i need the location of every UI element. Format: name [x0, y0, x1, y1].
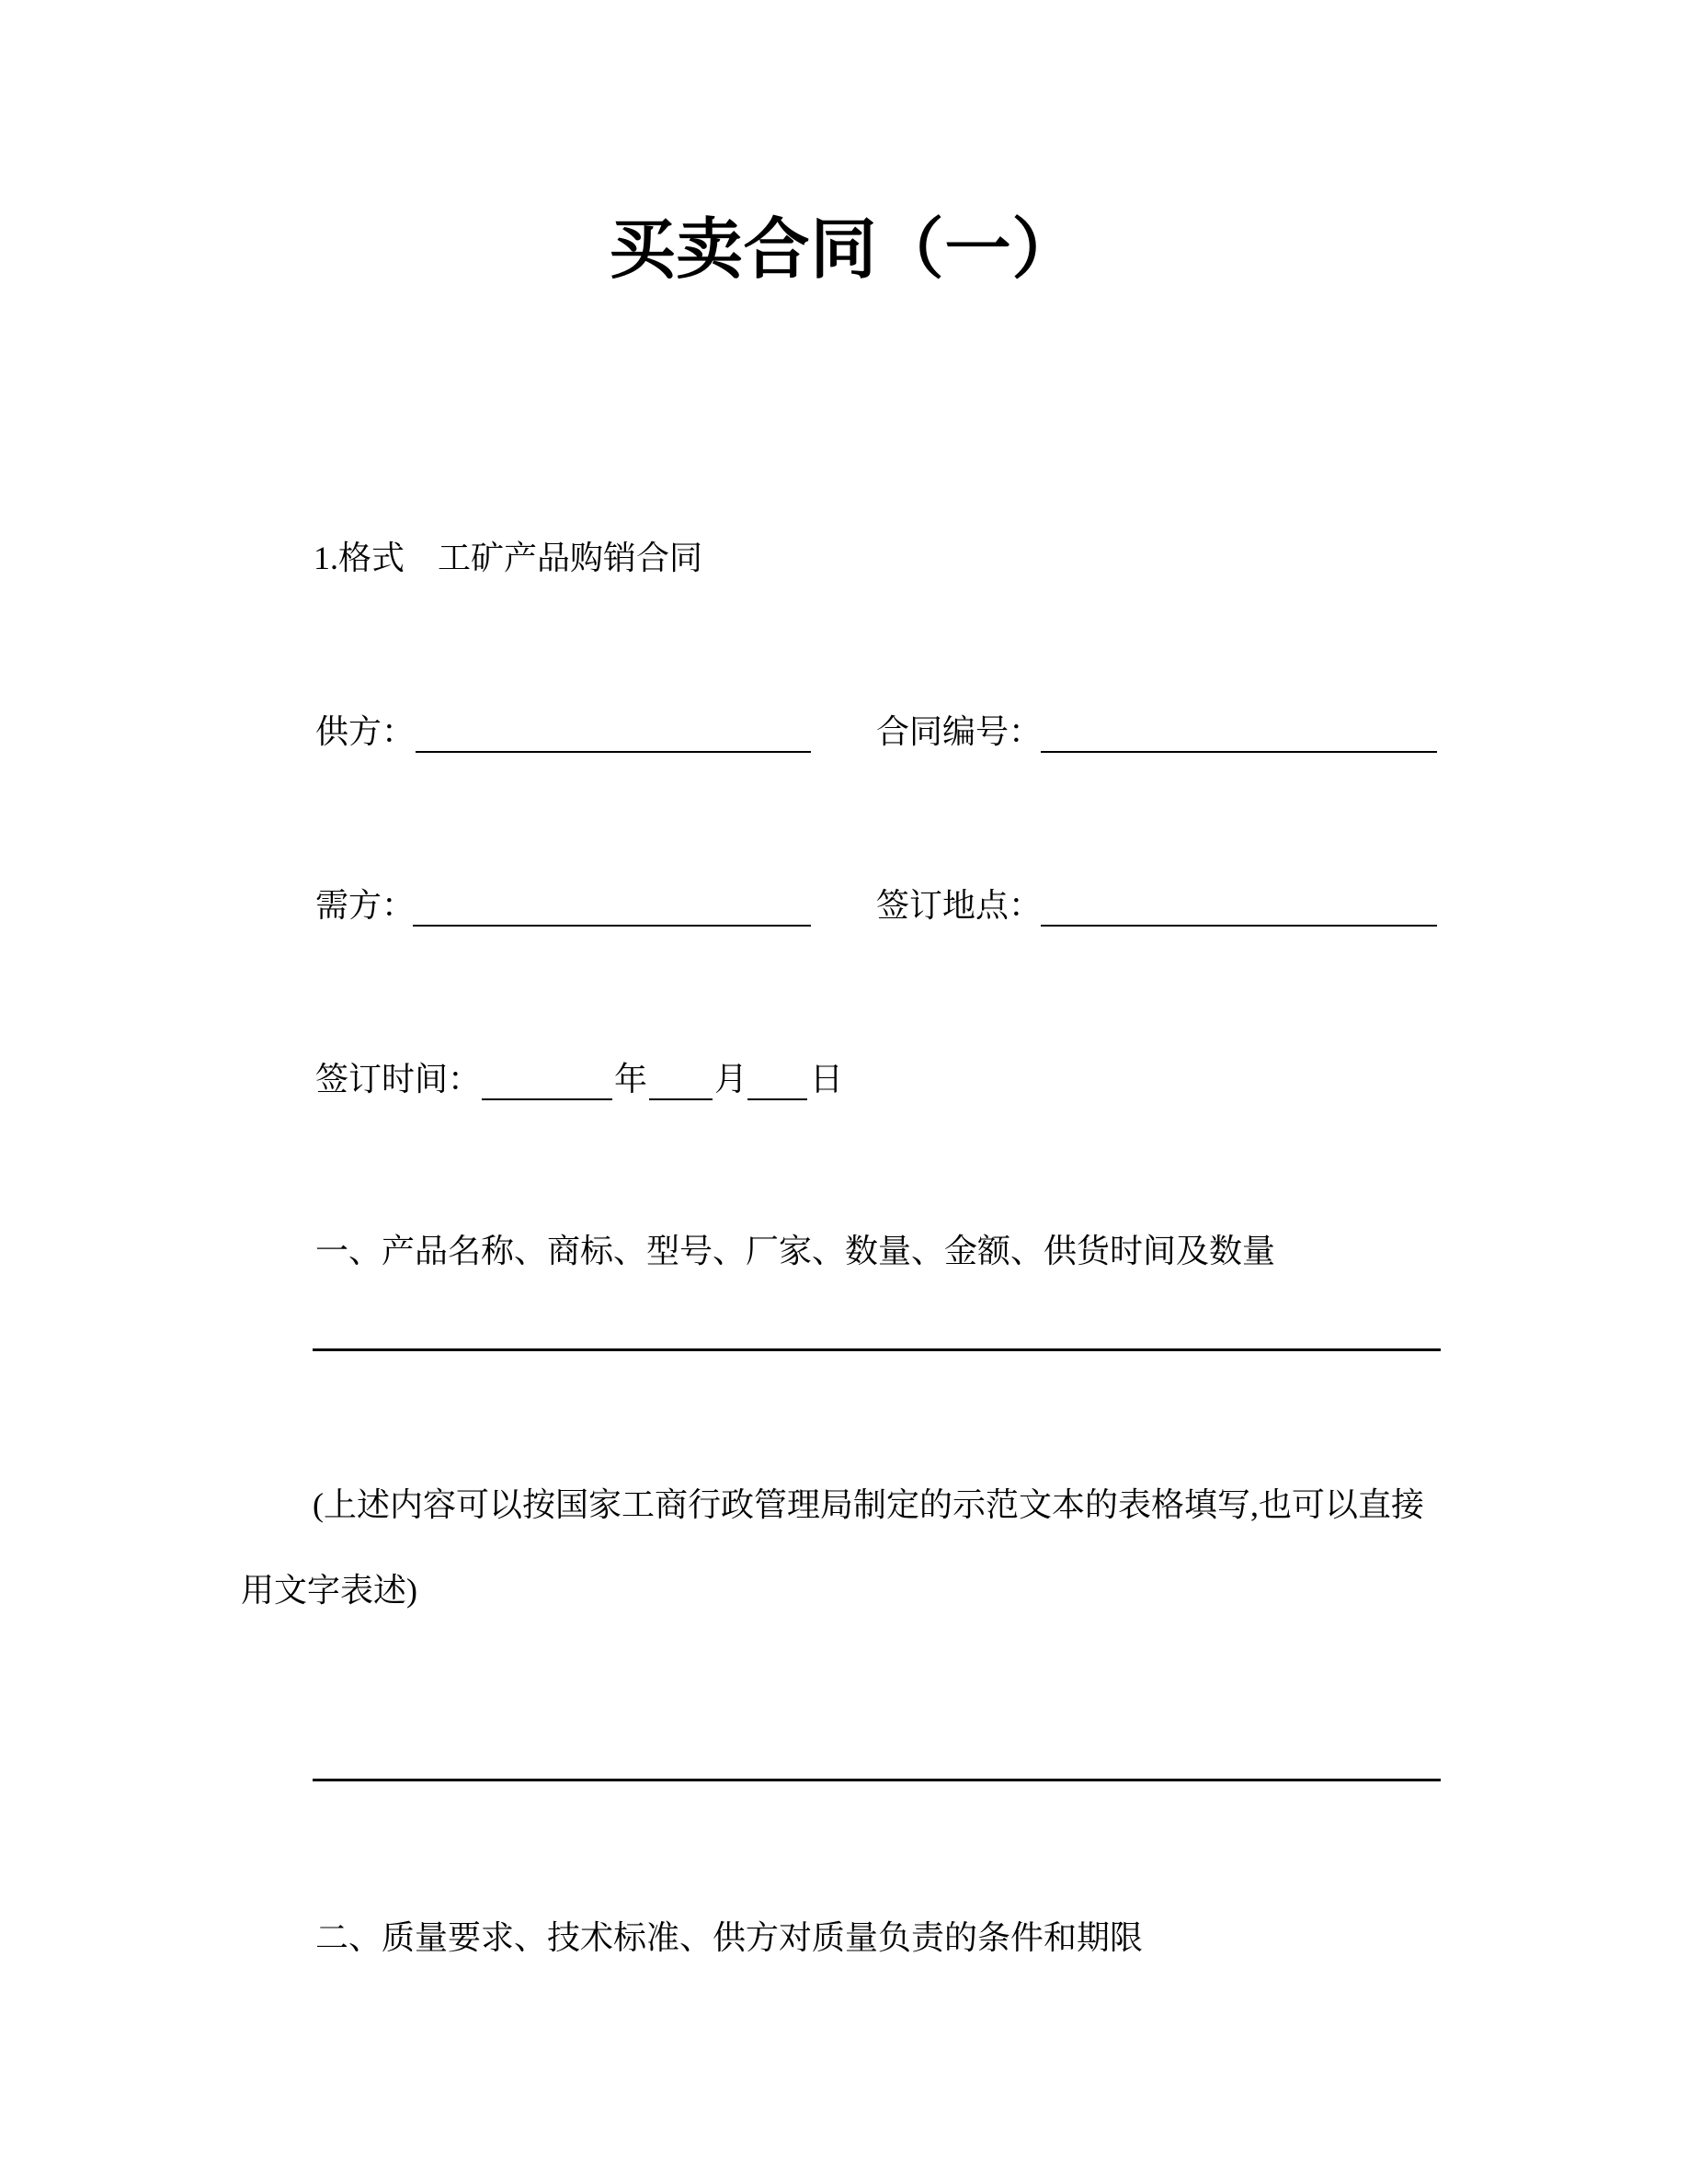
supplier-row [0, 711, 1688, 753]
contract-no-label: 合同编号： [876, 713, 1043, 750]
fill-in-rule-1[interactable] [313, 1348, 1441, 1351]
year-label: 年 [614, 1061, 648, 1098]
buyer-label: 需方： [315, 887, 416, 924]
contract-no-blank[interactable] [1041, 711, 1437, 753]
note-line-2: 用文字表述) [241, 1572, 417, 1609]
sign-place-label: 签订地点： [876, 887, 1043, 924]
day-label: 日 [810, 1061, 844, 1098]
format-line: 1.格式 工矿产品购销合同 [314, 540, 703, 576]
sign-place-blank[interactable] [1041, 884, 1437, 927]
section-two-heading: 二、质量要求、技术标准、供方对质量负责的条件和期限 [315, 1919, 1144, 1956]
day-blank[interactable] [747, 1058, 807, 1100]
year-blank[interactable] [482, 1058, 612, 1100]
fill-in-rule-2[interactable] [313, 1779, 1441, 1781]
sign-time-label: 签订时间： [315, 1061, 482, 1098]
month-label: 月 [714, 1061, 748, 1098]
document-title: 买卖合同（一） [609, 213, 1079, 287]
buyer-row [0, 884, 1688, 927]
supplier-label: 供方： [315, 713, 416, 750]
note-line-1: (上述内容可以按国家工商行政管理局制定的示范文本的表格填写,也可以直接 [313, 1486, 1424, 1523]
supplier-blank[interactable] [416, 711, 811, 753]
month-blank[interactable] [649, 1058, 713, 1100]
buyer-blank[interactable] [413, 884, 811, 927]
sign-time-row [0, 1058, 1688, 1100]
section-one-heading: 一、产品名称、商标、型号、厂家、数量、金额、供货时间及数量 [315, 1233, 1276, 1269]
